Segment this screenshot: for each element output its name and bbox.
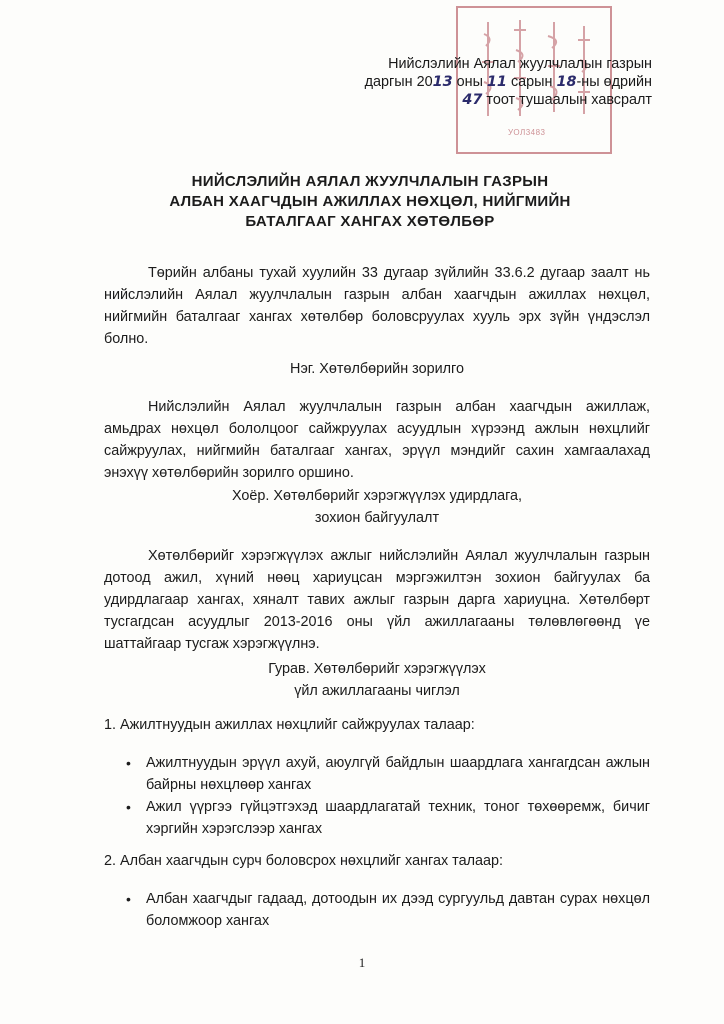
bullet-dot-icon: • — [126, 755, 131, 771]
seal-code: УОЛ3483 — [508, 128, 546, 137]
list-item-2-title: 2. Албан хаагчдын сурч боловсрох нөхцлийг хангах талаар: — [104, 853, 504, 869]
section-2-body: Хөтөлбөрийг хэрэгжүүлэх ажлыг нийслэлийн Аялал жуулчлалын газрын дотоод ажил, хүний нөөц хариуцсан мэргэжилтэн зохион байгуулах ба удирдлагаар хангах, хяналт тавих ажлыг газрын дарга хариуцна. Хөтөлбөрт тусгагдсан асуудлыг 2013-2016 оны үйл ажиллагааны төлөвлөгөөнд үе шаттайгаар тусгаж хэрэгжүүлнэ. — [104, 548, 650, 652]
handwritten-order-number: 47 — [462, 92, 483, 108]
attachment-order-suffix: тоот тушаалын хавсралт — [482, 92, 652, 108]
attachment-line-2 — [365, 73, 652, 91]
bullet-dot-icon: • — [126, 799, 131, 815]
section-2-heading — [104, 485, 650, 529]
attachment-date-prefix: даргын 20 — [364, 74, 433, 90]
title-line-2: АЛБАН ХААГЧДЫН АЖИЛЛАХ НӨХЦӨЛ, НИЙГМИЙН — [169, 193, 571, 210]
bullet-item — [122, 796, 650, 840]
section-2-heading-line-2: зохион байгуулалт — [314, 510, 440, 526]
bullet-dot-icon: • — [126, 891, 131, 907]
attachment-note — [365, 55, 652, 109]
handwritten-year: 13 — [432, 74, 453, 90]
section-1-heading: Нэг. Хөтөлбөрийн зорилго — [290, 361, 464, 377]
document-title — [120, 172, 620, 232]
handwritten-month: 11 — [486, 74, 507, 90]
bullet-text: Албан хаагчдыг гадаад, дотоодын их дээд сургуульд давтан сурах нөхцөл боломжоор хангах — [146, 891, 650, 929]
attachment-line-1: Нийслэлийн Аялал жуулчлалын газрын — [388, 56, 652, 72]
attachment-date-mid: оны — [452, 74, 487, 90]
section-3-heading-line-2: үйл ажиллагааны чиглэл — [294, 683, 460, 699]
page-number: 1 — [358, 955, 366, 970]
intro-paragraph: Төрийн албаны тухай хуулийн 33 дугаар зүйлийн 33.6.2 дугаар заалт нь нийслэлийн Аялал жуулчлалын газрын албан хаагчдын ажиллах нөхцөл, нийгмийн баталгааг хангах хөтөлбөр боловсруулах хууль эрх зүйн үндэслэл болно. — [104, 265, 650, 347]
bullet-item — [122, 888, 650, 932]
bullet-item — [122, 752, 650, 796]
attachment-line-3 — [365, 91, 652, 109]
list-item-1-title: 1. Ажилтнуудын ажиллах нөхцлийг сайжруулах талаар: — [104, 717, 475, 733]
section-2-heading-line-1: Хоёр. Хөтөлбөрийг хэрэгжүүлэх удирдлага, — [231, 488, 523, 504]
section-3-heading — [104, 658, 650, 702]
section-3-heading-line-1: Гурав. Хөтөлбөрийг хэрэгжүүлэх — [268, 661, 486, 677]
title-line-1: НИЙСЛЭЛИЙН АЯЛАЛ ЖУУЛЧЛАЛЫН ГАЗРЫН — [191, 173, 549, 190]
attachment-date-mid2: сарын — [506, 74, 557, 90]
bullet-text: Ажилтнуудын эрүүл ахуй, аюулгүй байдлын шаардлага хангагдсан ажлын байрны нөхцлөөр хангах — [146, 755, 650, 793]
title-line-3: БАТАЛГААГ ХАНГАХ ХӨТӨЛБӨР — [245, 213, 495, 230]
attachment-date-suffix: -ны өдрийн — [576, 74, 652, 90]
section-1-body: Нийслэлийн Аялал жуулчлалын газрын албан хаагчдын ажиллаж, амьдрах нөхцөл бололцоог сайжруулах асуудлын хүрээнд ажлын нөхцлийг сайжруулах, нийгмийн баталгааг хангах, эрүүл мэндийг сахин хамгаалахад энэхүү хөтөлбөрийн зорилго оршино. — [104, 399, 650, 481]
handwritten-day: 18 — [556, 74, 577, 90]
bullet-text: Ажил үүргээ гүйцэтгэхэд шаардлагатай техник, тоног төхөөремж, бичиг хэргийн хэрэгслээр хангах — [146, 799, 650, 837]
